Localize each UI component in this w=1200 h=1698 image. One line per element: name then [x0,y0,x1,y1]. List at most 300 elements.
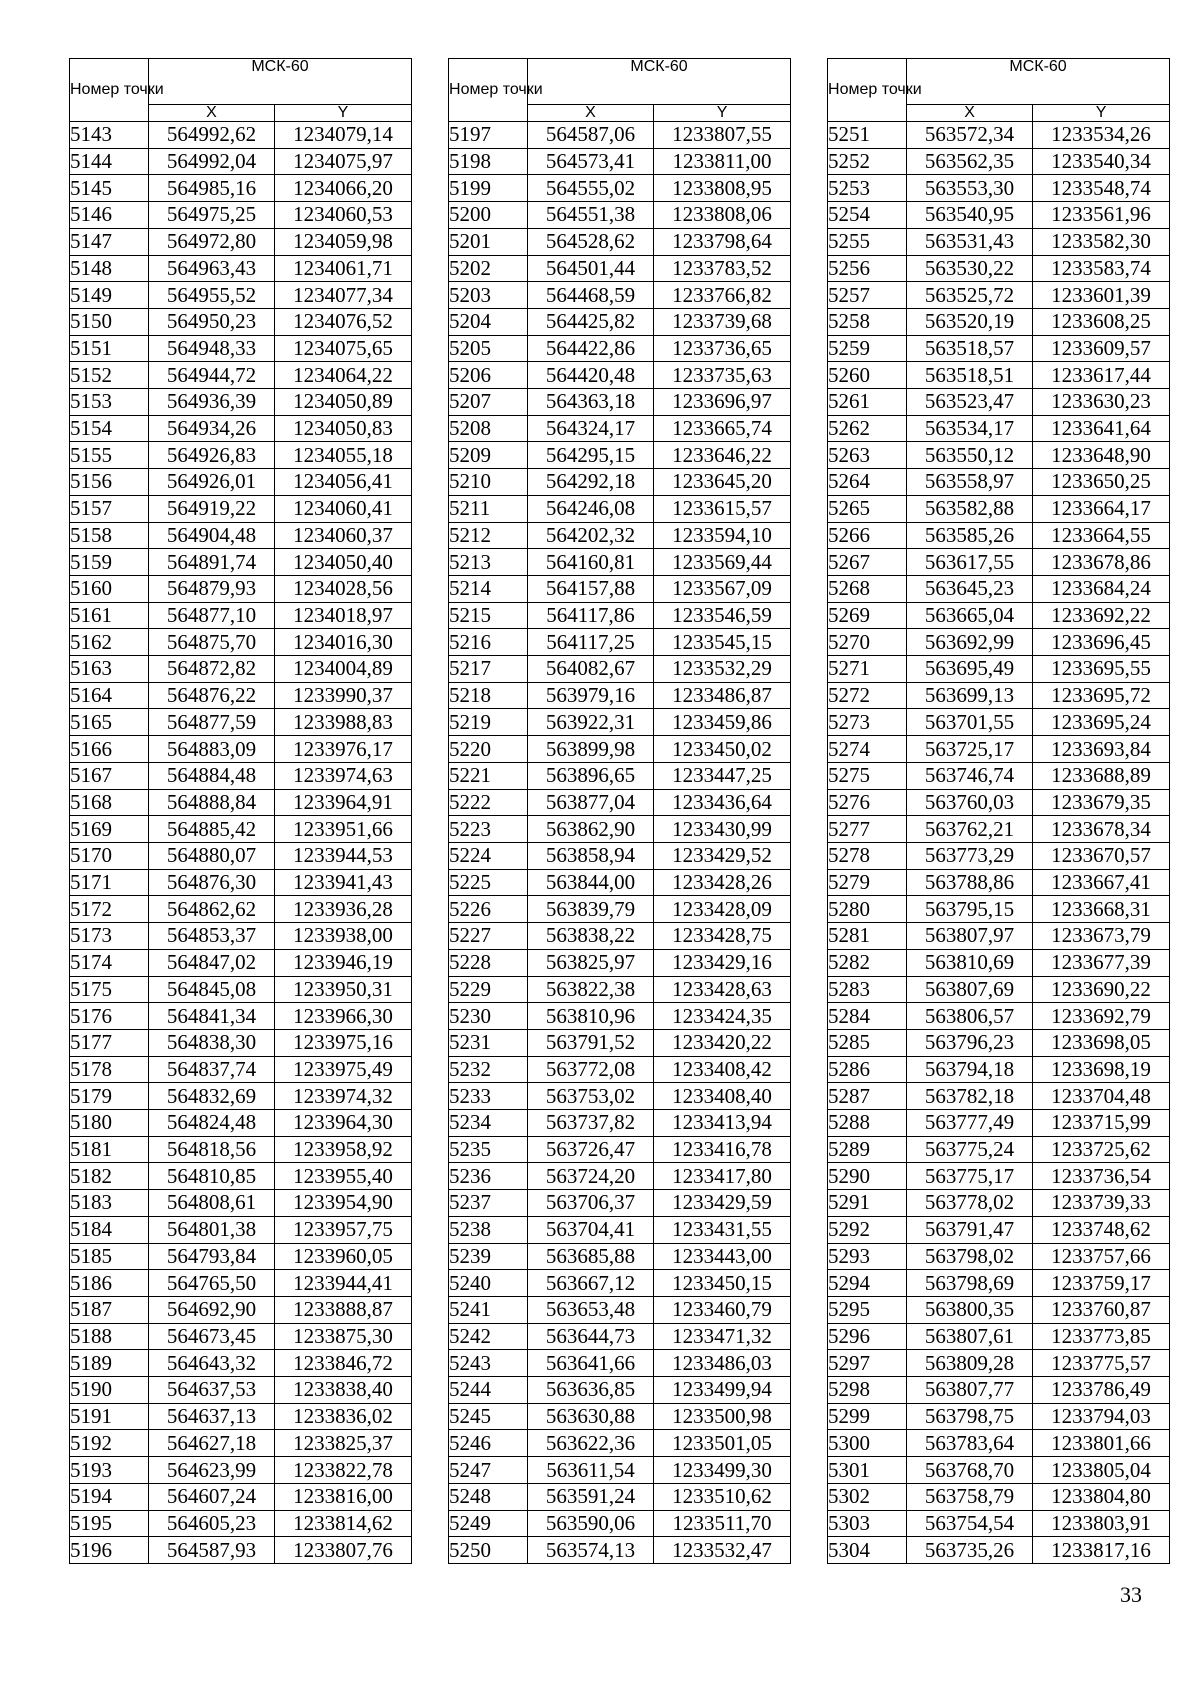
table-row [449,469,791,496]
y-header: Y [1033,104,1170,121]
table-row [70,1323,412,1350]
y-value-cell: 1233408,42 [654,1056,791,1083]
point-number-cell: 5256 [828,255,907,282]
point-number-cell: 5149 [70,282,149,309]
table-row [449,575,791,602]
y-value-cell: 1233450,02 [654,736,791,763]
table-row [828,469,1170,496]
y-value-cell: 1233630,23 [1033,389,1170,416]
y-value-cell: 1234060,41 [275,495,412,522]
point-number-cell: 5226 [449,896,528,923]
point-number-cell: 5171 [70,869,149,896]
table-row [449,1296,791,1323]
x-value-cell: 564875,70 [149,629,275,656]
x-value-cell: 563810,69 [907,949,1033,976]
y-value-cell: 1233766,82 [654,282,791,309]
y-value-cell: 1233431,55 [654,1216,791,1243]
y-value-cell: 1233739,68 [654,308,791,335]
x-value-cell: 563822,38 [528,976,654,1003]
table-row [70,1270,412,1297]
y-value-cell: 1233594,10 [654,522,791,549]
x-value-cell: 563558,97 [907,469,1033,496]
x-value-cell: 563574,13 [528,1537,654,1564]
point-number-cell: 5150 [70,308,149,335]
x-value-cell: 564157,88 [528,575,654,602]
table-row [70,789,412,816]
point-number-cell: 5289 [828,1136,907,1163]
x-value-cell: 563753,02 [528,1083,654,1110]
y-value-cell: 1233511,70 [654,1510,791,1537]
point-number-cell: 5204 [449,308,528,335]
table-row [828,682,1170,709]
table-row [70,602,412,629]
x-value-cell: 564765,50 [149,1270,275,1297]
x-value-cell: 563523,47 [907,389,1033,416]
x-value-cell: 563550,12 [907,442,1033,469]
x-value-cell: 564117,25 [528,629,654,656]
y-value-cell: 1233807,55 [654,122,791,149]
table-row [828,1003,1170,1030]
y-value-cell: 1233617,44 [1033,362,1170,389]
x-value-cell: 564992,04 [149,148,275,175]
x-value-cell: 564936,39 [149,389,275,416]
table-row [449,1163,791,1190]
x-value-cell: 563685,88 [528,1243,654,1270]
table-row [828,202,1170,229]
y-value-cell: 1233532,47 [654,1537,791,1564]
y-value-cell: 1233786,49 [1033,1377,1170,1404]
point-number-cell: 5154 [70,415,149,442]
x-value-cell: 563562,35 [907,148,1033,175]
table-row [449,629,791,656]
table-row [828,1430,1170,1457]
point-number-cell: 5271 [828,656,907,683]
table-row [70,308,412,335]
x-value-cell: 564643,32 [149,1350,275,1377]
point-number-cell: 5168 [70,789,149,816]
x-value-cell: 563520,19 [907,308,1033,335]
x-value-cell: 563768,70 [907,1457,1033,1484]
y-value-cell: 1233735,63 [654,362,791,389]
y-value-cell: 1234076,52 [275,308,412,335]
point-number-cell: 5266 [828,522,907,549]
x-value-cell: 564832,69 [149,1083,275,1110]
y-value-cell: 1233645,20 [654,469,791,496]
x-value-cell: 563553,30 [907,175,1033,202]
table-row [449,1136,791,1163]
y-value-cell: 1233583,74 [1033,255,1170,282]
point-number-cell: 5205 [449,335,528,362]
point-number-cell: 5233 [449,1083,528,1110]
y-value-cell: 1233665,74 [654,415,791,442]
y-value-cell: 1233950,31 [275,976,412,1003]
point-number-cell: 5222 [449,789,528,816]
coordinate-system-header: МСК-60 [907,59,1170,105]
x-value-cell: 564847,02 [149,949,275,976]
x-value-cell: 563572,34 [907,122,1033,149]
point-number-cell: 5294 [828,1270,907,1297]
table-row [449,522,791,549]
x-value-cell: 563798,02 [907,1243,1033,1270]
table-row [828,762,1170,789]
x-value-cell: 564292,18 [528,469,654,496]
y-value-cell: 1234077,34 [275,282,412,309]
x-value-cell: 563622,36 [528,1430,654,1457]
x-value-cell: 563807,69 [907,976,1033,1003]
y-value-cell: 1234055,18 [275,442,412,469]
table-row [449,282,791,309]
x-value-cell: 564904,48 [149,522,275,549]
y-value-cell: 1233678,86 [1033,549,1170,576]
table-row [449,1243,791,1270]
x-header: X [907,104,1033,121]
x-value-cell: 564888,84 [149,789,275,816]
y-value-cell: 1233760,87 [1033,1296,1170,1323]
point-number-cell: 5265 [828,495,907,522]
y-value-cell: 1233428,09 [654,896,791,923]
x-value-cell: 564880,07 [149,842,275,869]
point-number-cell: 5302 [828,1483,907,1510]
x-value-cell: 563783,64 [907,1430,1033,1457]
x-value-cell: 563807,77 [907,1377,1033,1404]
y-value-cell: 1233569,44 [654,549,791,576]
x-value-cell: 563844,00 [528,869,654,896]
point-number-cell: 5172 [70,896,149,923]
x-value-cell: 564692,90 [149,1296,275,1323]
point-number-cell: 5186 [70,1270,149,1297]
table-row [828,362,1170,389]
y-value-cell: 1233678,34 [1033,816,1170,843]
y-value-cell: 1233936,28 [275,896,412,923]
table-row [449,842,791,869]
y-value-cell: 1234064,22 [275,362,412,389]
x-value-cell: 564845,08 [149,976,275,1003]
y-value-cell: 1233946,19 [275,949,412,976]
y-value-cell: 1233783,52 [654,255,791,282]
table-row [828,389,1170,416]
point-number-cell: 5198 [449,148,528,175]
point-number-cell: 5194 [70,1483,149,1510]
x-value-cell: 563726,47 [528,1136,654,1163]
table-row [70,1403,412,1430]
point-number-cell: 5179 [70,1083,149,1110]
y-value-cell: 1233695,24 [1033,709,1170,736]
y-value-cell: 1233960,05 [275,1243,412,1270]
table-row [449,228,791,255]
y-value-cell: 1233408,40 [654,1083,791,1110]
point-number-cell: 5167 [70,762,149,789]
table-row [449,335,791,362]
coordinate-tables [69,58,1170,1563]
table-row [449,789,791,816]
y-value-cell: 1234050,89 [275,389,412,416]
y-value-cell: 1233420,22 [654,1029,791,1056]
x-value-cell: 563611,54 [528,1457,654,1484]
point-number-cell: 5235 [449,1136,528,1163]
x-value-cell: 563585,26 [907,522,1033,549]
table-row [828,736,1170,763]
y-value-cell: 1233413,94 [654,1110,791,1137]
table-row [449,1403,791,1430]
table-row [449,736,791,763]
table-row [828,1270,1170,1297]
x-value-cell: 563839,79 [528,896,654,923]
x-value-cell: 564985,16 [149,175,275,202]
y-value-cell: 1233582,30 [1033,228,1170,255]
y-value-cell: 1233428,75 [654,923,791,950]
y-value-cell: 1233759,17 [1033,1270,1170,1297]
point-number-cell: 5293 [828,1243,907,1270]
table-row [449,949,791,976]
point-number-cell: 5242 [449,1323,528,1350]
point-number-cell: 5144 [70,148,149,175]
point-number-cell: 5185 [70,1243,149,1270]
x-value-cell: 563630,88 [528,1403,654,1430]
table-row [828,949,1170,976]
table-row [449,389,791,416]
y-value-cell: 1233990,37 [275,682,412,709]
x-value-cell: 564793,84 [149,1243,275,1270]
y-value-cell: 1233807,76 [275,1537,412,1564]
x-value-cell: 563641,66 [528,1350,654,1377]
y-value-cell: 1233808,06 [654,202,791,229]
y-value-cell: 1233567,09 [654,575,791,602]
table-row [70,1510,412,1537]
x-header: X [149,104,275,121]
x-value-cell: 563590,06 [528,1510,654,1537]
point-number-cell: 5215 [449,602,528,629]
table-row [449,709,791,736]
point-number-header: Номер точки [449,59,528,122]
x-value-cell: 564363,18 [528,389,654,416]
y-value-cell: 1233471,32 [654,1323,791,1350]
y-value-cell: 1233698,05 [1033,1029,1170,1056]
x-value-cell: 564468,59 [528,282,654,309]
x-value-cell: 564992,62 [149,122,275,149]
point-number-cell: 5283 [828,976,907,1003]
point-number-cell: 5279 [828,869,907,896]
table-row [828,789,1170,816]
table-row [70,1296,412,1323]
x-value-cell: 563762,21 [907,816,1033,843]
x-value-cell: 564246,08 [528,495,654,522]
table-row [70,682,412,709]
x-value-cell: 563979,16 [528,682,654,709]
table-row [828,1403,1170,1430]
table-row [828,923,1170,950]
y-value-cell: 1233704,48 [1033,1083,1170,1110]
table-row [70,1377,412,1404]
table-row [449,1323,791,1350]
y-value-cell: 1233808,95 [654,175,791,202]
table-row [828,1056,1170,1083]
y-value-cell: 1234018,97 [275,602,412,629]
y-value-cell: 1233450,15 [654,1270,791,1297]
table-row [70,709,412,736]
x-value-cell: 563806,57 [907,1003,1033,1030]
x-value-cell: 564808,61 [149,1190,275,1217]
point-number-cell: 5249 [449,1510,528,1537]
point-number-cell: 5206 [449,362,528,389]
y-value-cell: 1234075,97 [275,148,412,175]
point-number-cell: 5195 [70,1510,149,1537]
table-row [828,415,1170,442]
x-value-cell: 564877,59 [149,709,275,736]
point-number-cell: 5275 [828,762,907,789]
x-value-cell: 563777,49 [907,1110,1033,1137]
x-value-cell: 563773,29 [907,842,1033,869]
x-value-cell: 564824,48 [149,1110,275,1137]
point-number-cell: 5298 [828,1377,907,1404]
table-row [449,148,791,175]
point-number-cell: 5253 [828,175,907,202]
table-row [70,1350,412,1377]
x-value-cell: 563735,26 [907,1537,1033,1564]
point-number-cell: 5236 [449,1163,528,1190]
point-number-cell: 5200 [449,202,528,229]
table-row [828,442,1170,469]
y-value-cell: 1233958,92 [275,1136,412,1163]
y-value-cell: 1233673,79 [1033,923,1170,950]
x-value-cell: 564082,67 [528,656,654,683]
table-row [449,869,791,896]
y-value-cell: 1233715,99 [1033,1110,1170,1137]
point-number-cell: 5196 [70,1537,149,1564]
point-number-cell: 5152 [70,362,149,389]
point-number-cell: 5182 [70,1163,149,1190]
y-value-cell: 1233684,24 [1033,575,1170,602]
point-number-cell: 5260 [828,362,907,389]
point-number-cell: 5250 [449,1537,528,1564]
x-value-cell: 563531,43 [907,228,1033,255]
point-number-cell: 5300 [828,1430,907,1457]
x-value-cell: 563800,35 [907,1296,1033,1323]
point-number-cell: 5166 [70,736,149,763]
point-number-cell: 5268 [828,575,907,602]
table-row [70,202,412,229]
table-row [70,1136,412,1163]
x-value-cell: 564623,99 [149,1457,275,1484]
point-number-cell: 5299 [828,1403,907,1430]
table-row [449,816,791,843]
table-row [70,282,412,309]
table-row [70,1163,412,1190]
x-value-cell: 563795,15 [907,896,1033,923]
x-value-cell: 564972,80 [149,228,275,255]
y-value-cell: 1233696,45 [1033,629,1170,656]
y-value-cell: 1233615,57 [654,495,791,522]
point-number-cell: 5176 [70,1003,149,1030]
x-value-cell: 563775,24 [907,1136,1033,1163]
x-value-cell: 563737,82 [528,1110,654,1137]
point-number-cell: 5147 [70,228,149,255]
point-number-header: Номер точки [70,59,149,122]
y-value-cell: 1233954,90 [275,1190,412,1217]
table-row [70,762,412,789]
y-value-cell: 1233429,52 [654,842,791,869]
point-number-cell: 5225 [449,869,528,896]
table-row [828,148,1170,175]
table-row [449,656,791,683]
x-value-cell: 563791,52 [528,1029,654,1056]
table-row [828,1083,1170,1110]
y-value-cell: 1233561,96 [1033,202,1170,229]
x-value-cell: 564425,82 [528,308,654,335]
point-number-cell: 5244 [449,1377,528,1404]
y-value-cell: 1234079,14 [275,122,412,149]
table-row [828,1537,1170,1564]
x-value-cell: 564810,85 [149,1163,275,1190]
point-number-cell: 5281 [828,923,907,950]
x-value-cell: 563701,55 [907,709,1033,736]
x-value-cell: 563794,18 [907,1056,1033,1083]
table-row [449,1510,791,1537]
y-value-cell: 1233736,65 [654,335,791,362]
x-value-cell: 564862,62 [149,896,275,923]
point-number-cell: 5164 [70,682,149,709]
point-number-cell: 5192 [70,1430,149,1457]
point-number-cell: 5207 [449,389,528,416]
x-value-cell: 563706,37 [528,1190,654,1217]
x-value-cell: 563877,04 [528,789,654,816]
point-number-cell: 5272 [828,682,907,709]
x-value-cell: 564422,86 [528,335,654,362]
y-value-cell: 1233429,59 [654,1190,791,1217]
table-row [449,1056,791,1083]
coordinate-system-header: МСК-60 [149,59,412,105]
y-value-cell: 1233499,94 [654,1377,791,1404]
x-value-cell: 563807,61 [907,1323,1033,1350]
x-value-cell: 564841,34 [149,1003,275,1030]
table-row [828,522,1170,549]
x-value-cell: 564919,22 [149,495,275,522]
y-value-cell: 1234050,83 [275,415,412,442]
table-row [70,1083,412,1110]
x-value-cell: 563754,54 [907,1510,1033,1537]
x-value-cell: 564573,41 [528,148,654,175]
y-header: Y [654,104,791,121]
x-value-cell: 564872,82 [149,656,275,683]
table-row [828,1136,1170,1163]
y-value-cell: 1234061,71 [275,255,412,282]
table-row [449,1083,791,1110]
y-value-cell: 1233667,41 [1033,869,1170,896]
point-number-cell: 5257 [828,282,907,309]
point-number-cell: 5223 [449,816,528,843]
x-value-cell: 564160,81 [528,549,654,576]
y-value-cell: 1233888,87 [275,1296,412,1323]
page-number: 33 [1120,1582,1142,1607]
table-row [828,549,1170,576]
x-value-cell: 563778,02 [907,1190,1033,1217]
y-value-cell: 1233757,66 [1033,1243,1170,1270]
table-row [70,415,412,442]
point-number-cell: 5202 [449,255,528,282]
point-number-cell: 5184 [70,1216,149,1243]
x-value-cell: 564117,86 [528,602,654,629]
x-value-cell: 563644,73 [528,1323,654,1350]
x-value-cell: 563896,65 [528,762,654,789]
point-number-cell: 5251 [828,122,907,149]
point-number-cell: 5146 [70,202,149,229]
point-number-cell: 5153 [70,389,149,416]
x-value-cell: 563807,97 [907,923,1033,950]
y-value-cell: 1233944,41 [275,1270,412,1297]
table-row [828,1190,1170,1217]
y-value-cell: 1233698,19 [1033,1056,1170,1083]
point-number-cell: 5259 [828,335,907,362]
table-row [828,335,1170,362]
